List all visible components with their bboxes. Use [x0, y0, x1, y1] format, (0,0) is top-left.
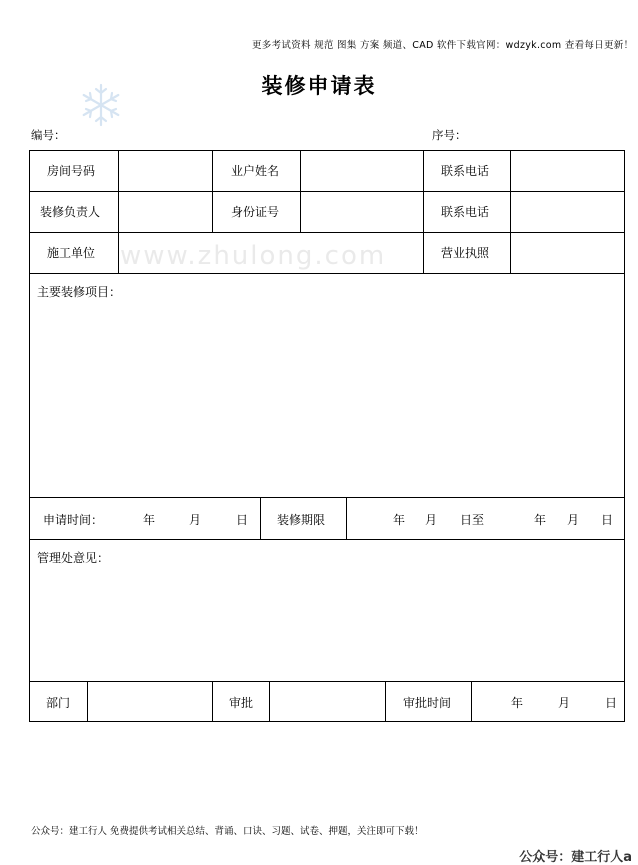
watermark: www.zhulong.com — [120, 241, 387, 271]
approval-year-label: 年 — [511, 696, 524, 710]
top-note: 更多考试资料 规范 图集 方案 频道、CAD 软件下载官网：wdzyk.com 查看每日更新！ — [252, 40, 634, 51]
start-month-label: 月 — [425, 513, 438, 527]
apply-month-label: 月 — [189, 513, 202, 527]
approval-time-label: 审批时间 — [403, 696, 452, 710]
footer-brand: 公众号：建工行人a — [519, 850, 632, 865]
page-title: 装修申请表 — [261, 74, 377, 98]
manager-phone-label: 联系电话 — [441, 205, 490, 219]
department-label: 部门 — [46, 696, 71, 710]
end-year-label: 年 — [534, 513, 547, 527]
owner-name-label: 业户姓名 — [231, 164, 280, 178]
approval-day-label: 日 — [605, 696, 618, 710]
footer-note: 公众号：建工行人 免费提供考试相关总结、背诵、口诀、习题、试卷、押题，关注即可下载！ — [31, 826, 424, 837]
approval-label: 审批 — [229, 696, 254, 710]
decoration-manager-label: 装修负责人 — [40, 205, 101, 219]
approval-month-label: 月 — [558, 696, 571, 710]
apply-year-label: 年 — [143, 513, 156, 527]
apply-time-label: 申请时间： — [43, 513, 104, 527]
business-license-label: 营业执照 — [441, 246, 490, 260]
end-day-label: 日 — [601, 513, 614, 527]
apply-day-label: 日 — [236, 513, 249, 527]
start-day-to-label: 日至 — [460, 513, 485, 527]
id-number-label: 身份证号 — [231, 205, 280, 219]
main-items-label: 主要装修项目： — [37, 285, 122, 299]
contractor-label: 施工单位 — [47, 246, 96, 260]
contact-phone-label: 联系电话 — [441, 164, 490, 178]
period-label: 装修期限 — [277, 513, 326, 527]
room-number-label: 房间号码 — [47, 164, 96, 178]
management-opinion-label: 管理处意见： — [37, 551, 110, 565]
order-label: 序号： — [432, 128, 467, 142]
start-year-label: 年 — [393, 513, 406, 527]
end-month-label: 月 — [567, 513, 580, 527]
application-form — [29, 150, 625, 722]
serial-label: 编号： — [31, 128, 66, 142]
